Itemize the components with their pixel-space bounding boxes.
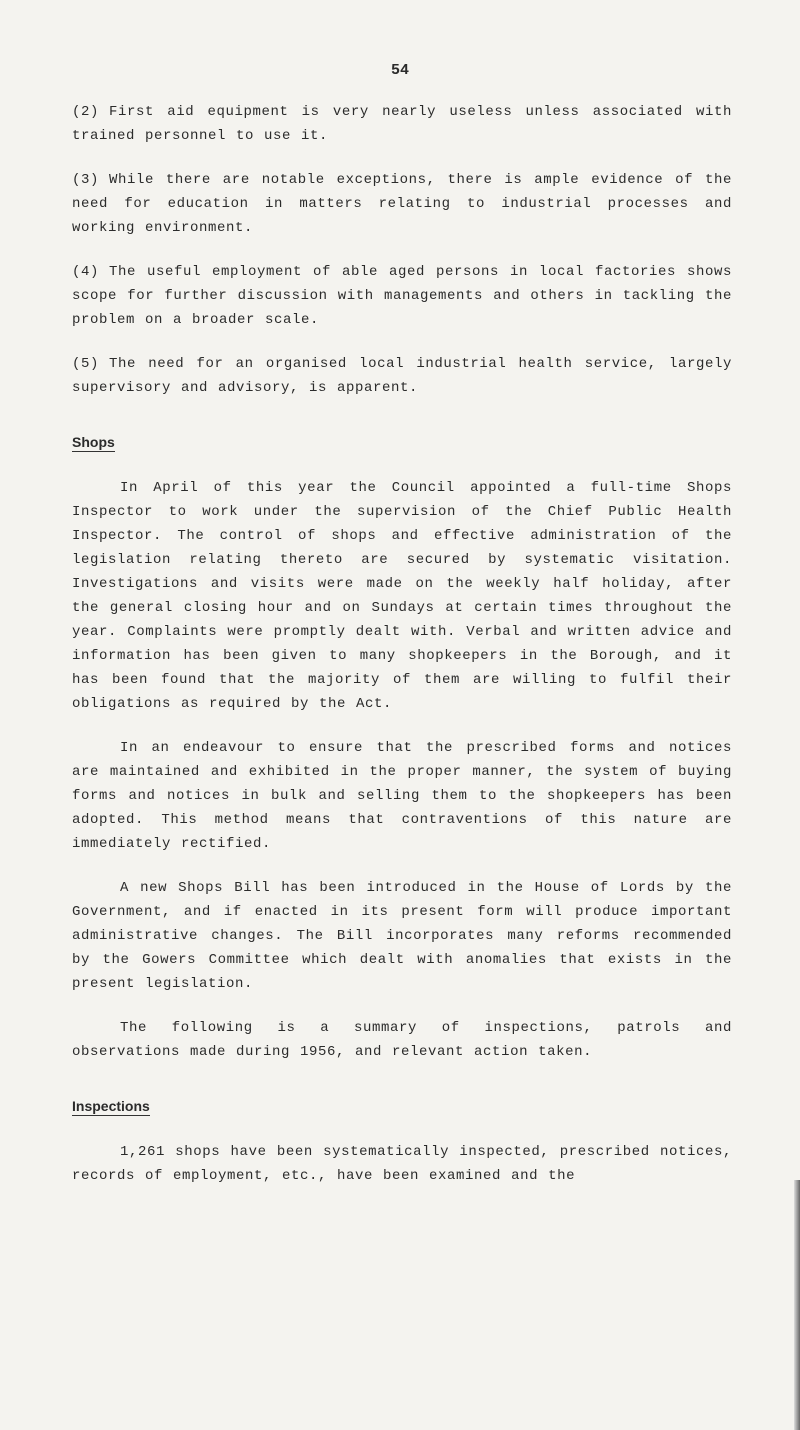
item-number: (2) xyxy=(72,104,100,120)
item-text: The need for an organised local industrial health service, largely supervisory and advisory, is apparent. xyxy=(72,356,732,396)
item-text: While there are notable exceptions, there is ample evidence of the need for education in matters relating to industrial processes and working environment. xyxy=(72,172,732,236)
item-text: First aid equipment is very nearly useless unless associated with trained personnel to use it. xyxy=(72,104,732,144)
item-number: (5) xyxy=(72,356,100,372)
shops-paragraph: A new Shops Bill has been introduced in the House of Lords by the Government, and if enacted in its present form will produce important administrative changes. The Bill incorporates many reforms recommended by the Gowers Committee which dealt with anomalies that exists in the present legislation. xyxy=(72,880,732,992)
page-number: 54 xyxy=(390,62,409,79)
section-heading-inspections: Inspections xyxy=(72,1098,150,1114)
numbered-paragraph-3 xyxy=(72,168,732,240)
page-edge-shadow xyxy=(794,1180,800,1430)
document-body xyxy=(72,100,732,1208)
section-heading-shops: Shops xyxy=(72,434,115,450)
item-number: (4) xyxy=(72,264,100,280)
shops-paragraph: In an endeavour to ensure that the prescribed forms and notices are maintained and exhibited in the proper manner, the system of buying forms and notices in bulk and selling them to the shopkeepers has been adopted. This method means that contraventions of this nature are immediately rectified. xyxy=(72,740,732,852)
numbered-paragraph-5 xyxy=(72,352,732,400)
shops-paragraph: In April of this year the Council appointed a full-time Shops Inspector to work under the supervision of the Chief Public Health Inspector. The control of shops and effective administration of the legislation relating thereto are secured by systematic visitation. Investigations and visits were made on the weekly half holiday, after the general closing hour and on Sundays at certain times throughout the year. Complaints were promptly dealt with. Verbal and written advice and information has been given to many shopkeepers in the Borough, and it has been found that the majority of them are willing to fulfil their obligations as required by the Act. xyxy=(72,480,732,712)
numbered-paragraph-2 xyxy=(72,100,732,148)
numbered-paragraph-4 xyxy=(72,260,732,332)
item-number: (3) xyxy=(72,172,100,188)
item-text: The useful employment of able aged persons in local factories shows scope for further discussion with managements and others in tackling the problem on a broader scale. xyxy=(72,264,732,328)
shops-paragraph: The following is a summary of inspections, patrols and observations made during 1956, and relevant action taken. xyxy=(72,1020,732,1060)
inspections-paragraph: 1,261 shops have been systematically inspected, prescribed notices, records of employment, etc., have been examined and the xyxy=(72,1144,732,1184)
